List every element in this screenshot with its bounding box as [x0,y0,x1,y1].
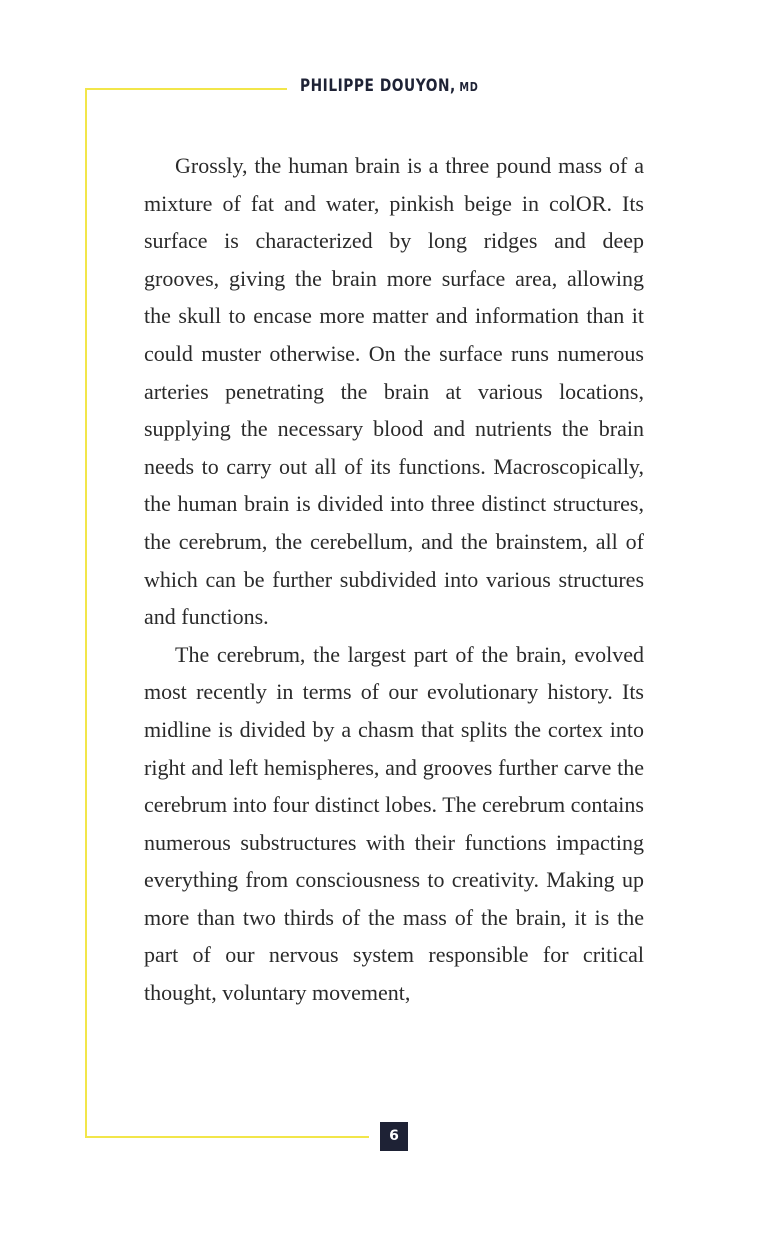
page-number: 6 [380,1122,408,1151]
author-suffix: MD [459,80,479,94]
paragraph-2: The cerebrum, the largest part of the brain, evolved most recently in terms of our evolutionary history. Its midline is divided by a chasm that splits the cortex into right and left hemispheres, and grooves further carve the cerebrum into four distinct lobes. The cerebrum contains numerous substructures with their functions impacting everything from consciousness to creativity. Making up more than two thirds of the mass of the brain, it is the part of our nervous system responsible for critical thought, voluntary movement, [144,641,644,1006]
body-text [144,147,644,1012]
frame-top-rule [85,88,287,90]
frame-bottom-rule [85,1136,369,1138]
author-name: PHILIPPE DOUYON, [300,76,456,96]
running-head [300,76,479,102]
frame-left-rule [85,88,87,1138]
paragraph-1: Grossly, the human brain is a three pound mass of a mixture of fat and water, pinkish beige in colOR. Its surface is characterized by long ridges and deep grooves, giving the brain more surface area, allowing the skull to encase more matter and information than it could muster otherwise. On the surface runs numerous arteries penetrating the brain at various locations, supplying the necessary blood and nutrients the brain needs to carry out all of its functions. Macroscopically, the human brain is divided into three distinct structures, the cerebrum, the cerebellum, and the brainstem, all of which can be further subdivided into various structures and functions. [144,153,644,630]
